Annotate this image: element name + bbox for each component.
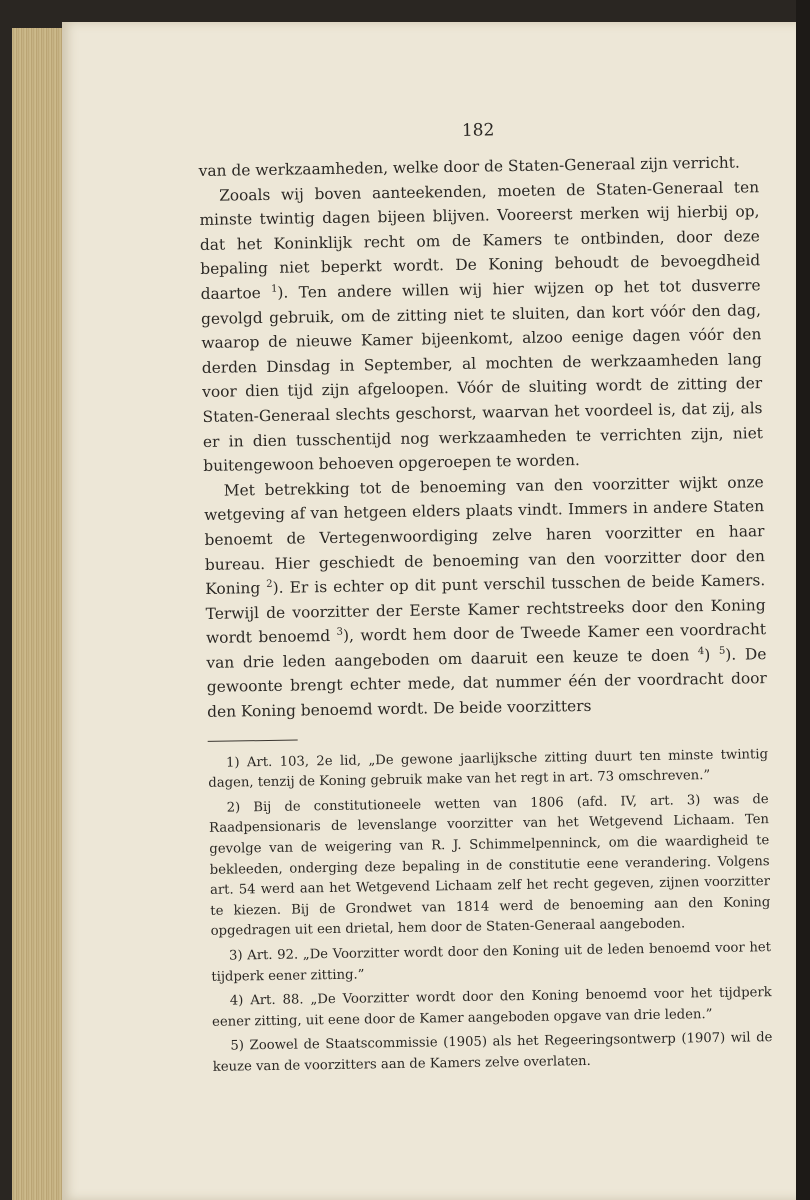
footnote: 2) Bij de constitutioneele wetten van 1806 (afd. IV, art. 3) was de Raadpensionaris de levenslange voorzitter van het Wetgevend Lichaam. Ten gevolge van de weigering van R. J. Schimmelpenninck, om die waardigheid te bekleeden, onderging deze bepaling in de constitutie eene verandering. Volgens art. 54 werd aan het Wetgevend Lichaam zelf het recht gegeven, zijnen voorzitter te kiezen. Bij de Grondwet van 1814 werd de benoeming aan den Koning opgedragen uit een drietal, hem door de Staten-Generaal aangeboden. xyxy=(208,791,771,940)
paragraph-text: ). Ten andere willen wij hier wijzen op het tot dusverre gevolgd gebruik, om de zitting niet te sluiten, dan kort vóór den dag, waarop de nieuwe Kamer bijeenkomt, alzoo eenige dagen vóór den derden Dinsdag in September, al mochten de werkzaamheden lang voor dien tijd zijn afgeloopen. Vóór de sluiting wordt de zitting der Staten-Generaal slechts geschorst, waarvan het voordeel is, dat zij, als er in dien tusschentijd nog werkzaamheden te verrichten zijn, niet buitengewoon behoeven opgeroepen te worden. xyxy=(200,276,764,476)
paragraph-text: ). De gewoonte brengt echter mede, dat nummer één der voordracht door den Koning benoemd wordt. De beide voorzitters xyxy=(206,645,767,721)
footnote: 1) Art. 103, 2e lid, „De gewone jaarlijksche zitting duurt ten minste twintig dagen, tenzij de Koning gebruik make van het regt in art. 73 omschreven.” xyxy=(208,746,769,792)
footnote-reference: 1 xyxy=(270,283,278,295)
paragraph xyxy=(199,175,764,479)
paragraph-text: van de werkzaamheden, welke door de Staten-Generaal zijn verricht. xyxy=(198,153,740,180)
page-number: 182 xyxy=(461,120,495,141)
footnote: 3) Art. 92. „De Voorzitter wordt door den Koning uit de leden benoemd voor het tijdperk eener zitting.” xyxy=(211,940,772,985)
footnote-reference: 5 xyxy=(718,645,726,657)
footnote-reference: 3 xyxy=(336,626,344,639)
paragraph-text: Met betrekking tot de benoeming van den voorzitter wijkt onze wetgeving af van hetgeen elders plaats vindt. Immers in andere Staten benoemt de Vertegenwoordiging zelve haren voorzitter en haar bureau. Hier geschiedt de benoeming van den voorzitter door den Koning xyxy=(203,472,765,599)
paragraph-text: ) xyxy=(704,645,720,664)
page-content xyxy=(198,116,773,1082)
footnote-reference: 4 xyxy=(697,645,705,657)
paragraph-text: ), wordt hem door de Tweede Kamer een voordracht van drie leden aangeboden om daaruit een keuze te doen xyxy=(206,620,767,672)
book-cover-edge xyxy=(796,0,810,1200)
footnote-divider xyxy=(208,739,298,741)
footnote: 4) Art. 88. „De Voorzitter wordt door den Koning benoemd voor het tijdperk eener zitting, uit eene door de Kamer aangeboden opgave van drie leden.” xyxy=(211,985,772,1030)
footnote-reference: 2 xyxy=(266,578,273,590)
footnotes xyxy=(208,745,773,1079)
footnote: 5) Zoowel de Staatscommissie (1905) als het Regeeringsontwerp (1907) wil de keuze van de voorzitters aan de Kamers zelve overlaten. xyxy=(212,1030,773,1075)
paragraph-text: Zooals wij boven aanteekenden, moeten de Staten-Generaal ten minste twintig dagen bijeen blijven. Vooreerst merken wij hierbij op, dat het Koninklijk recht om de Kamers te ontbinden, door deze bepaling niet beperkt wordt. De Koning behoudt de bevoegdheid daartoe xyxy=(199,177,761,303)
paragraph-text: ). Er is echter op dit punt verschil tusschen de beide Kamers. Terwijl de voorzitter der Eerste Kamer rechtstreeks door den Koning wordt benoemd xyxy=(205,571,766,648)
paragraph xyxy=(204,470,768,725)
body-text xyxy=(199,150,768,724)
